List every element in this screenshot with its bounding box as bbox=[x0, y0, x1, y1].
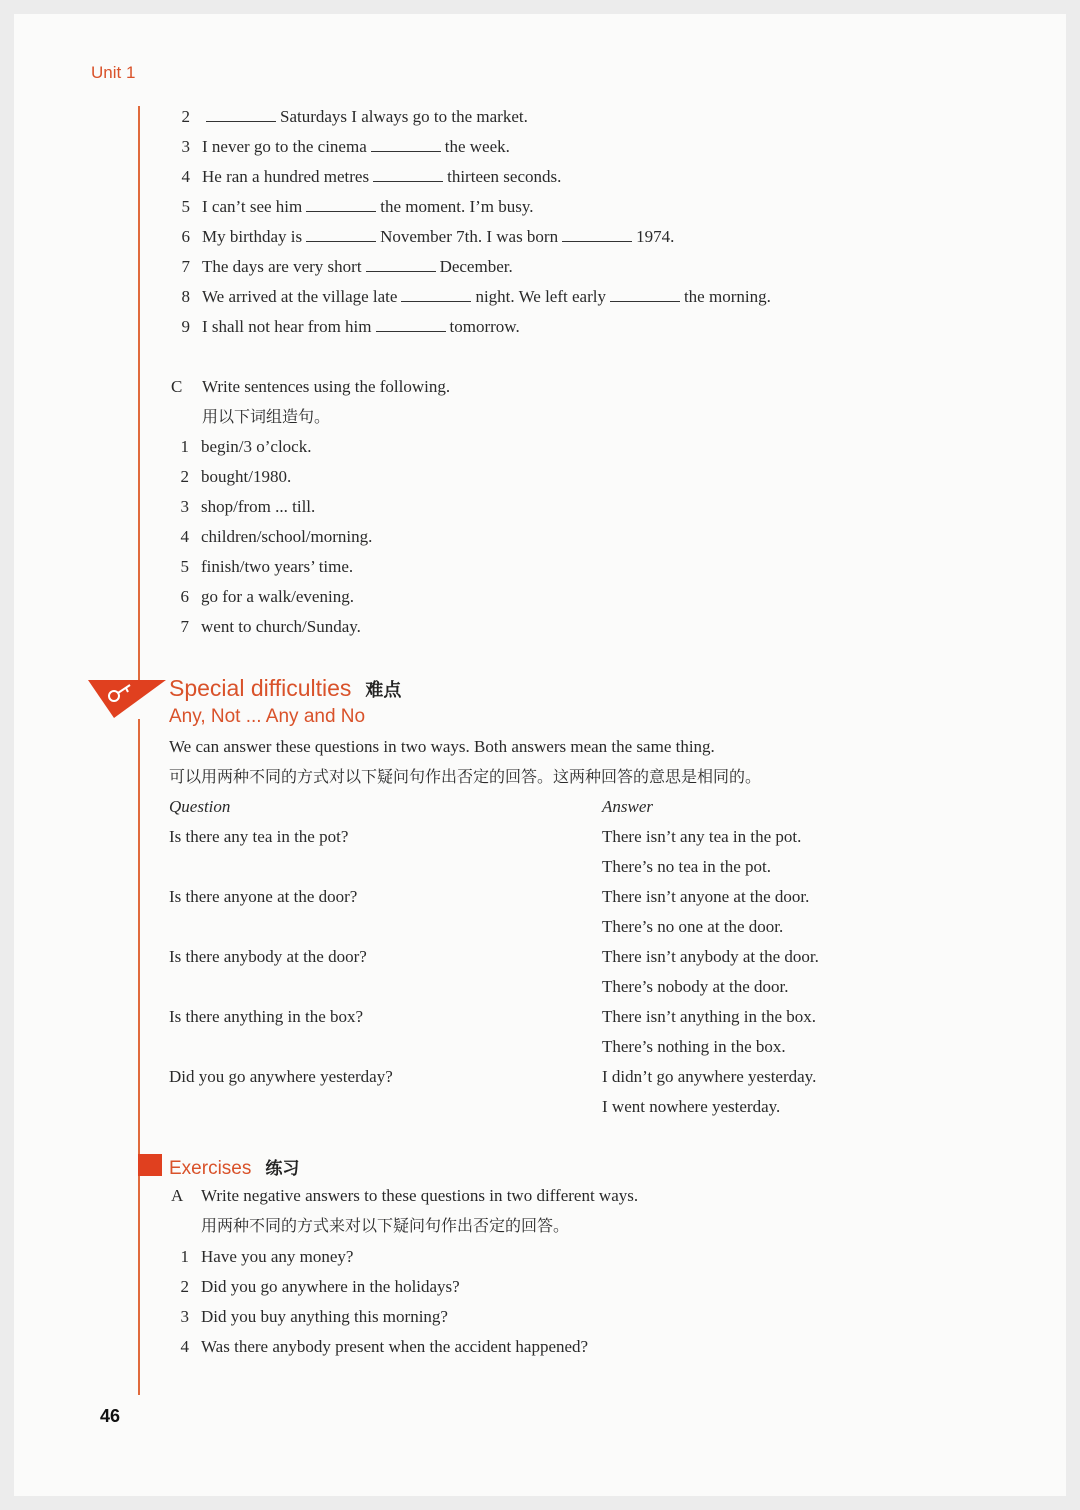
exercise-b-item bbox=[181, 286, 771, 308]
special-subtitle: Any, Not ... Any and No bbox=[169, 706, 366, 727]
exercise-b-item bbox=[181, 316, 520, 338]
exercise-b-item bbox=[181, 196, 534, 218]
item-text: I never go to the cinema bbox=[202, 137, 367, 156]
answer-blank bbox=[366, 257, 436, 272]
margin-rule-middle bbox=[138, 364, 140, 684]
item-text: bought/1980. bbox=[201, 467, 292, 486]
question-column-header: Question bbox=[169, 797, 231, 816]
item-number: 4 bbox=[180, 1337, 189, 1356]
item-text: finish/two years’ time. bbox=[201, 557, 354, 576]
exercise-a-item bbox=[180, 1306, 448, 1328]
exercise-c-item bbox=[180, 496, 316, 518]
item-text: Did you go anywhere in the holidays? bbox=[201, 1277, 460, 1296]
item-text: the moment. I’m busy. bbox=[380, 197, 534, 216]
item-text: The days are very short bbox=[202, 257, 362, 276]
question-text: Is there any tea in the pot? bbox=[169, 827, 349, 846]
answer-blank bbox=[376, 317, 446, 332]
special-difficulties-heading bbox=[169, 675, 401, 702]
item-number: 8 bbox=[181, 287, 190, 306]
special-intro: We can answer these questions in two ways. Both answers mean the same thing. bbox=[169, 737, 715, 756]
item-text: shop/from ... till. bbox=[201, 497, 316, 516]
item-number: 2 bbox=[181, 107, 190, 126]
exercise-c-item bbox=[180, 616, 361, 638]
exercise-c-instruction-cn: 用以下词组造句。 bbox=[202, 407, 331, 426]
answer-text-2: There’s no tea in the pot. bbox=[602, 857, 772, 876]
answer-text-2: There’s nothing in the box. bbox=[602, 1037, 786, 1056]
answer-blank bbox=[371, 137, 441, 152]
answer-text-2: I went nowhere yesterday. bbox=[602, 1097, 781, 1116]
exercise-a-instruction: Write negative answers to these questions in two different ways. bbox=[201, 1186, 639, 1205]
item-text: We arrived at the village late bbox=[202, 287, 398, 306]
item-text: My birthday is bbox=[202, 227, 303, 246]
item-number: 3 bbox=[181, 137, 190, 156]
item-number: 9 bbox=[181, 317, 190, 336]
answer-blank bbox=[206, 107, 276, 122]
answer-text-1: I didn’t go anywhere yesterday. bbox=[602, 1067, 817, 1086]
question-text: Did you go anywhere yesterday? bbox=[169, 1067, 393, 1086]
item-number: 3 bbox=[180, 497, 189, 516]
item-number: 6 bbox=[181, 227, 190, 246]
answer-text-2: There’s no one at the door. bbox=[602, 917, 784, 936]
item-text: 1974. bbox=[636, 227, 675, 246]
answer-text-1: There isn’t anyone at the door. bbox=[602, 887, 810, 906]
answer-text-1: There isn’t any tea in the pot. bbox=[602, 827, 802, 846]
exercises-badge bbox=[138, 1154, 162, 1176]
answer-blank bbox=[610, 287, 680, 302]
item-text: Did you buy anything this morning? bbox=[201, 1307, 448, 1326]
item-number: 2 bbox=[180, 1277, 189, 1296]
exercise-c-instruction: Write sentences using the following. bbox=[202, 377, 451, 396]
exercise-b-item bbox=[181, 106, 528, 128]
item-number: 2 bbox=[180, 467, 189, 486]
page-number: 46 bbox=[100, 1406, 121, 1426]
item-text: tomorrow. bbox=[449, 317, 520, 336]
item-text: I shall not hear from him bbox=[202, 317, 372, 336]
exercise-c-item bbox=[180, 526, 373, 548]
item-number: 7 bbox=[180, 617, 189, 636]
exercise-a-item bbox=[180, 1276, 460, 1298]
answer-blank bbox=[306, 197, 376, 212]
item-text: November 7th. I was born bbox=[380, 227, 559, 246]
exercise-c-item bbox=[180, 586, 354, 608]
answer-column-header: Answer bbox=[602, 797, 653, 816]
key-icon bbox=[88, 674, 168, 720]
item-number: 6 bbox=[180, 587, 189, 606]
exercise-a-letter: A bbox=[171, 1186, 184, 1205]
textbook-page bbox=[14, 14, 1066, 1496]
exercise-a-instruction-cn: 用两种不同的方式来对以下疑问句作出否定的回答。 bbox=[201, 1216, 570, 1235]
answer-text-1: There isn’t anything in the box. bbox=[602, 1007, 817, 1026]
special-intro-cn: 可以用两种不同的方式对以下疑问句作出否定的回答。这两种回答的意思是相同的。 bbox=[169, 767, 762, 786]
exercise-c-item bbox=[180, 556, 354, 578]
exercises-heading bbox=[169, 1154, 299, 1180]
exercise-c-item bbox=[180, 466, 292, 488]
item-text: night. We left early bbox=[475, 287, 606, 306]
answer-text-1: There isn’t anybody at the door. bbox=[602, 947, 819, 966]
question-text: Is there anything in the box? bbox=[169, 1007, 364, 1026]
exercise-b-item bbox=[181, 166, 562, 188]
item-text: I can’t see him bbox=[202, 197, 303, 216]
item-number: 5 bbox=[181, 197, 190, 216]
item-number: 1 bbox=[180, 437, 189, 456]
exercises-title-cn: 练习 bbox=[265, 1159, 300, 1179]
question-text: Is there anybody at the door? bbox=[169, 947, 367, 966]
margin-rule-bottom bbox=[138, 719, 140, 1395]
item-text: He ran a hundred metres bbox=[202, 167, 370, 186]
exercise-a-item bbox=[180, 1246, 354, 1268]
item-text: children/school/morning. bbox=[201, 527, 373, 546]
item-number: 7 bbox=[181, 257, 190, 276]
item-number: 1 bbox=[180, 1247, 189, 1266]
item-number: 4 bbox=[180, 527, 189, 546]
special-title-cn: 难点 bbox=[365, 680, 402, 701]
question-text: Is there anyone at the door? bbox=[169, 887, 358, 906]
exercise-b-item bbox=[181, 256, 513, 278]
special-title: Special difficulties bbox=[169, 675, 352, 701]
item-text: Saturdays I always go to the market. bbox=[280, 107, 528, 126]
item-text: the week. bbox=[444, 137, 510, 156]
item-text: begin/3 o’clock. bbox=[201, 437, 312, 456]
item-number: 5 bbox=[180, 557, 189, 576]
item-text: thirteen seconds. bbox=[447, 167, 562, 186]
item-text: Have you any money? bbox=[201, 1247, 354, 1266]
exercise-b-item bbox=[181, 136, 510, 158]
item-text: go for a walk/evening. bbox=[201, 587, 354, 606]
margin-rule-top bbox=[138, 106, 140, 364]
answer-text-2: There’s nobody at the door. bbox=[602, 977, 789, 996]
item-text: the morning. bbox=[683, 287, 771, 306]
answer-blank bbox=[373, 167, 443, 182]
exercise-c-item bbox=[180, 436, 312, 458]
item-text: went to church/Sunday. bbox=[201, 617, 361, 636]
item-number: 3 bbox=[180, 1307, 189, 1326]
exercise-c-letter: C bbox=[171, 377, 183, 396]
exercise-b-item bbox=[181, 226, 675, 248]
exercises-title: Exercises bbox=[169, 1158, 252, 1179]
item-number: 4 bbox=[181, 167, 190, 186]
item-text: December. bbox=[439, 257, 513, 276]
item-text: Was there anybody present when the accident happened? bbox=[201, 1337, 589, 1356]
answer-blank bbox=[306, 227, 376, 242]
unit-label: Unit 1 bbox=[91, 63, 136, 82]
exercise-a-item bbox=[180, 1336, 589, 1358]
answer-blank bbox=[562, 227, 632, 242]
answer-blank bbox=[401, 287, 471, 302]
